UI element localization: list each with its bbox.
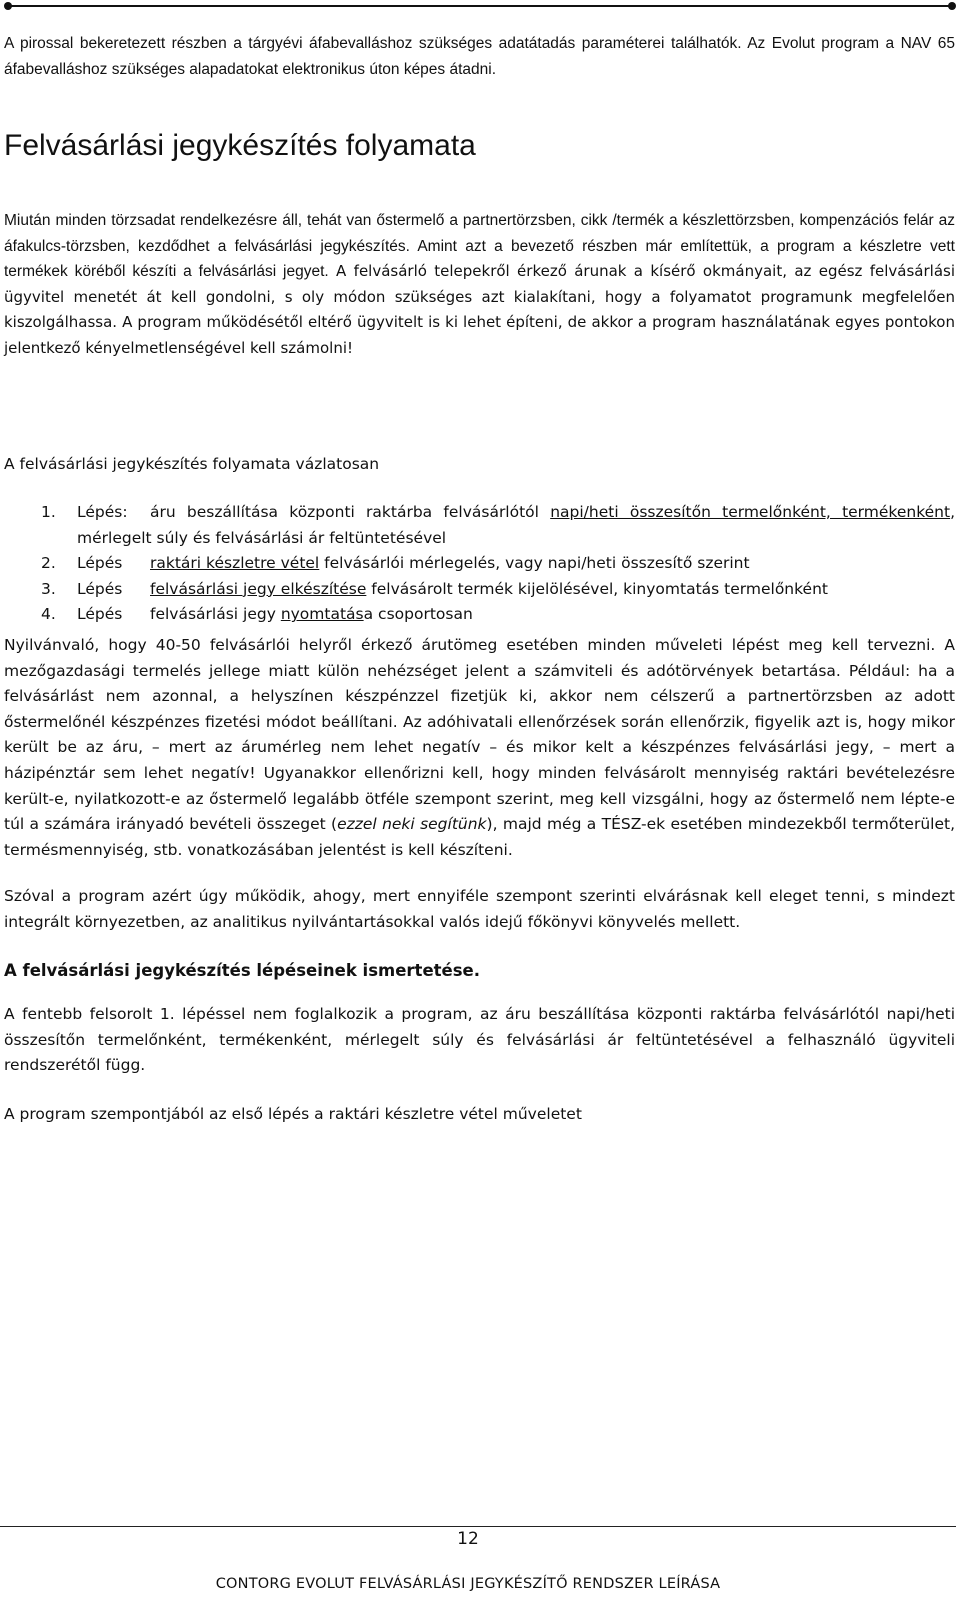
requirements-text: Nyilvánvaló, hogy 40-50 felvásárlói helyről érkező árutömeg esetében minden műveleti lépést meg kell tervezni. A mezőgazdasági termelés jellege miatt külön nehézséget jelent a számviteli és adótörvények betartása. Például: ha a felvásárlást nem azonnal, a helyszínen készpénzzel fizetjük ki, akkor nem célszerű a partnertörzsben az adott őstermelőnél készpénzes fizetési módot beállítani. Az adóhivatali ellenőrzések során ellenőrzik, figyelik azt is, hogy mikor került be az áru, – mert az árumérleg nem lehet negatív – és mikor kelt a készpénzes felvásárlási jegy, – mert a házipénztár sem lehet negatív! Ugyanakkor ellenőrizni kell, hogy minden felvásárolt mennyiség raktári bevételezésre került-e, nyilatkozott-e az őstermelő legalább ötféle szempont szerint, meg kell vizsgálni, hogy az őstermelő nem lépte-e túl a számára irányadó bevételi összeget ( <box>4 636 955 834</box>
first-step-paragraph: A program szempontjából az első lépés a raktári készletre vétel műveletet <box>4 1105 582 1123</box>
footer-rule <box>0 1526 956 1527</box>
step-number: 4. <box>41 605 56 624</box>
step-number: 1. <box>41 503 56 521</box>
list-item <box>4 577 955 603</box>
header-rule <box>8 5 952 7</box>
step-text-tail: felvásárolt termék kijelölésével, kinyomtatás termelőnként <box>366 579 828 598</box>
list-item <box>4 551 955 577</box>
step-underlined-text: felvásárlási jegy elkészítése <box>150 579 367 598</box>
step-text: áru beszállítása központi raktárba felvásárlótól <box>150 503 551 521</box>
step-text-tail: , mérlegelt súly és felvásárlási ár feltüntetésével <box>77 503 956 547</box>
requirements-paragraph <box>4 633 955 863</box>
steps-subheading: A felvásárlási jegykészítés folyamata vázlatosan <box>4 455 380 473</box>
summary-paragraph: Szóval a program azért úgy működik, ahogy, mert ennyiféle szempont szerinti elvárásnak kell eleget tenni, s mindezt integrált környezetben, az analitikus nyilvántartásokkal valós idejű főkönyvi könyvelés mellett. <box>4 887 955 931</box>
process-paragraph-part1: Miután minden törzsadat rendelkezésre áll, tehát van őstermelő a partnertörzsben, cikk /termék a készlettörzsben, kompenzációs felár az áfakulcs-törzsben, kezdődhet a felvásárlási jegykészítés. Amint azt a bevezető részben már említettük, a program a készletre vett termékek köréből készíti a felvásárlási jegyet. <box>4 212 955 281</box>
step1-paragraph: A fentebb felsorolt 1. lépéssel nem foglalkozik a program, az áru beszállítása központi raktárba felvásárlótól napi/heti összesítőn termelőnként, termékenként, mérlegelt súly és felvásárlási ár feltüntetésével a felhasználó ügyviteli rendszerétől függ. <box>4 1005 955 1075</box>
page-number: 12 <box>457 1529 479 1549</box>
list-item <box>4 500 955 551</box>
step-text-tail: a csoportosan <box>363 605 473 624</box>
page-title: Felvásárlási jegykészítés folyamata <box>4 129 476 162</box>
step-label: Lépés <box>77 579 123 598</box>
steps-list <box>4 500 955 628</box>
process-paragraph <box>4 208 955 362</box>
list-item <box>4 602 955 628</box>
step-label: Lépés <box>77 554 123 573</box>
intro-paragraph: A pirossal bekeretezett részben a tárgyévi áfabevalláshoz szükséges adatátadás paraméterei találhatók. Az Evolut program a NAV 65 áfabevalláshoz szükséges alapadatokat elektronikus úton képes átadni. <box>4 35 955 78</box>
step-text-tail: felvásárlói mérlegelés, vagy napi/heti összesítő szerint <box>319 554 750 573</box>
step-number: 3. <box>41 579 56 598</box>
footer-title: CONTORG EVOLUT FELVÁSÁRLÁSI JEGYKÉSZÍTŐ RENDSZER LEÍRÁSA <box>215 1576 721 1592</box>
step-number: 2. <box>41 554 56 573</box>
step-label: Lépés <box>77 605 123 624</box>
requirements-italic: ezzel neki segítünk <box>337 815 487 834</box>
step-text: felvásárlási jegy <box>150 605 281 624</box>
step-underlined-text: raktári készletre vétel <box>150 554 320 573</box>
process-paragraph-part2: A felvásárló telepekről érkező árunak a kísérő okmányait, az egész felvásárlási ügyvitel menetét át kell gondolni, s oly módon szükséges azt kialakítani, hogy a folyamatot programunk megfelelően kiszolgálhassa. A program működésétől eltérő ügyvitelt is ki lehet építeni, de akkor a program használatának egyes pontokon jelentkező kényelmetlenségével kell számolni! <box>4 262 955 357</box>
step-underlined-text: napi/heti összesítőn termelőnként, termékenként <box>550 503 951 521</box>
step-underlined-text: nyomtatás <box>280 605 364 624</box>
requirements-text-tail: ), majd még a TÉSZ-ek esetében mindezekből termőterület, termésmennyiség, stb. vonatkozásában jelentést is kell készíteni. <box>4 815 955 859</box>
step-label: Lépés: <box>77 503 128 521</box>
section-heading: A felvásárlási jegykészítés lépéseinek ismertetése. <box>4 961 480 980</box>
